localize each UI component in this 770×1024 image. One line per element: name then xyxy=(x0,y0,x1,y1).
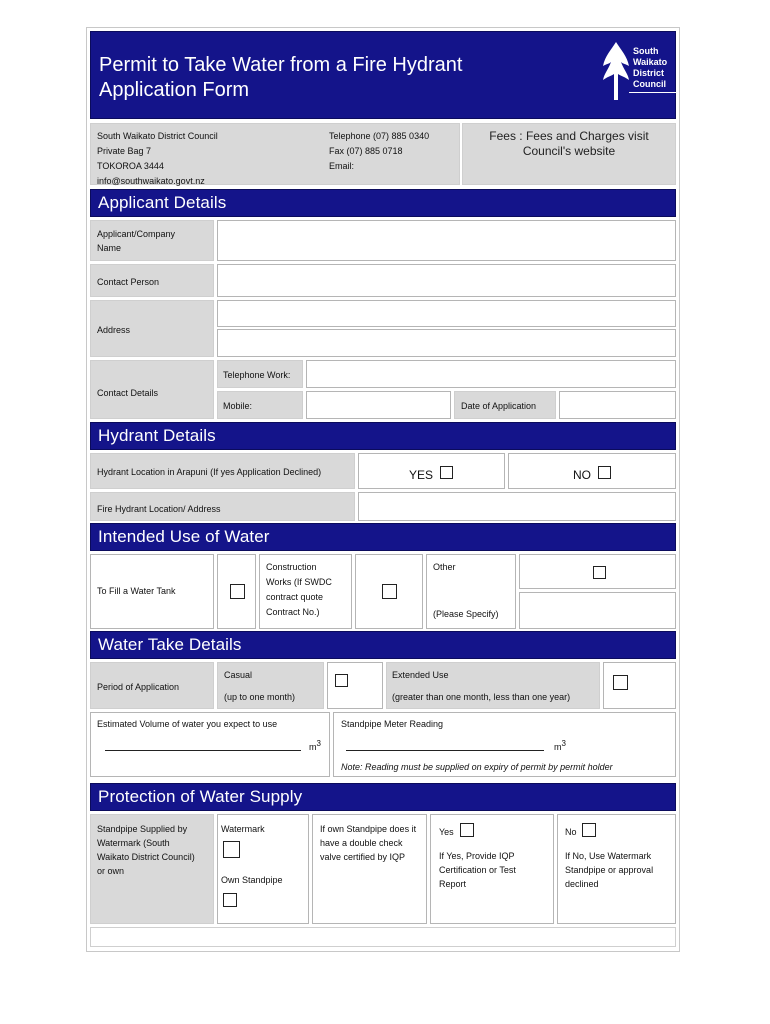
extended-use-option[interactable] xyxy=(603,662,676,709)
other-use-checkbox[interactable] xyxy=(593,566,606,579)
construction-works-option[interactable] xyxy=(355,554,423,629)
other-use-specify-field[interactable] xyxy=(519,592,676,629)
casual-checkbox[interactable] xyxy=(335,674,348,687)
meter-unit: m xyxy=(554,742,562,752)
council-email-label: Email: xyxy=(329,161,355,171)
standpipe-supplied-label: Standpipe Supplied by Watermark (South Waikato District Council) or own xyxy=(90,814,214,924)
logo-text-line: District xyxy=(633,68,665,78)
form-header xyxy=(90,31,676,119)
date-of-application-field[interactable] xyxy=(559,391,676,419)
other-use-option[interactable] xyxy=(519,554,676,589)
company-name-field[interactable] xyxy=(217,220,676,261)
address-field-line-1[interactable] xyxy=(217,300,676,327)
no-checkbox[interactable] xyxy=(598,466,611,479)
casual-option[interactable] xyxy=(327,662,383,709)
hydrant-location-label: Hydrant Location in Arapuni (If yes Application Declined) xyxy=(90,453,355,489)
valve-yes-option[interactable]: Yes If Yes, Provide IQP Certification or Test Report xyxy=(430,814,554,924)
protection-heading: Protection of Water Supply xyxy=(90,783,676,811)
contact-person-label: Contact Person xyxy=(90,264,214,297)
estimated-volume-section: Estimated Volume of water you expect to use $m^3$ xyxy=(90,712,330,777)
construction-works-checkbox[interactable] xyxy=(382,584,397,599)
fill-water-tank-label: To Fill a Water Tank xyxy=(90,554,214,629)
form-footer-row xyxy=(90,927,676,947)
valve-no-option[interactable]: No If No, Use Watermark Standpipe or approval declined xyxy=(557,814,676,924)
logo-text-line: South xyxy=(633,46,659,56)
contact-details-label: Contact Details xyxy=(90,360,214,419)
estimated-volume-input-line[interactable] xyxy=(105,750,301,751)
extended-use-checkbox[interactable] xyxy=(613,675,628,690)
telephone-work-field[interactable] xyxy=(306,360,676,388)
meter-reading-input-line[interactable] xyxy=(346,750,544,751)
logo-text-line: Waikato xyxy=(633,57,668,67)
page-title: Permit to Take Water from a Fire Hydrant Application Form xyxy=(99,54,463,101)
double-check-valve-question: If own Standpipe does it have a double check valve certified by IQP xyxy=(312,814,427,924)
address-field-line-2[interactable] xyxy=(217,329,676,357)
tree-fern-icon xyxy=(599,40,633,102)
standpipe-options: Watermark Own Standpipe xyxy=(217,814,309,924)
intended-use-heading: Intended Use of Water xyxy=(90,523,676,551)
logo-text-line: Council xyxy=(633,79,666,89)
application-form xyxy=(86,27,680,952)
hydrant-no-option[interactable]: NO xyxy=(508,453,676,489)
meter-reading-section: Standpipe Meter Reading $m^3$ Note: Reading must be supplied on expiry of permit by permit holder xyxy=(333,712,676,777)
council-fax: Fax (07) 885 0718 xyxy=(329,146,403,156)
extended-use-label: Extended Use (greater than one month, less than one year) xyxy=(386,662,600,709)
casual-option-label: Casual (up to one month) xyxy=(217,662,324,709)
yes-checkbox[interactable] xyxy=(440,466,453,479)
council-contact-block xyxy=(90,123,460,185)
fill-water-tank-option[interactable] xyxy=(217,554,256,629)
fill-water-tank-checkbox[interactable] xyxy=(230,584,245,599)
address-label: Address xyxy=(90,300,214,357)
water-take-heading: Water Take Details xyxy=(90,631,676,659)
council-email: info@southwaikato.govt.nz xyxy=(97,176,205,186)
construction-works-label: Construction Works (If SWDC contract quote Contract No.) xyxy=(259,554,352,629)
contact-person-field[interactable] xyxy=(217,264,676,297)
council-address-line: TOKOROA 3444 xyxy=(97,161,164,171)
council-name: South Waikato District Council xyxy=(97,131,218,141)
valve-yes-checkbox[interactable] xyxy=(460,823,474,837)
mobile-label: Mobile: xyxy=(217,391,303,419)
fees-note: Fees : Fees and Charges visit Council's website xyxy=(462,123,676,185)
council-telephone: Telephone (07) 885 0340 xyxy=(329,131,430,141)
fire-hydrant-address-field[interactable] xyxy=(358,492,676,521)
applicant-details-heading: Applicant Details xyxy=(90,189,676,217)
date-of-application-label: Date of Application xyxy=(454,391,556,419)
council-address-line: Private Bag 7 xyxy=(97,146,152,156)
other-use-label: Other (Please Specify) xyxy=(426,554,516,629)
telephone-work-label: Telephone Work: xyxy=(217,360,303,388)
hydrant-yes-option[interactable]: YES xyxy=(358,453,505,489)
volume-unit: m xyxy=(309,742,317,752)
own-standpipe-checkbox[interactable] xyxy=(223,893,237,907)
watermark-checkbox[interactable] xyxy=(223,841,240,858)
valve-no-checkbox[interactable] xyxy=(582,823,596,837)
fire-hydrant-address-label: Fire Hydrant Location/ Address xyxy=(90,492,355,521)
company-name-label: Applicant/Company Name xyxy=(90,220,214,261)
period-of-application-label: Period of Application xyxy=(90,662,214,709)
mobile-field[interactable] xyxy=(306,391,451,419)
council-logo xyxy=(597,38,677,102)
meter-reading-note: Note: Reading must be supplied on expiry of permit by permit holder xyxy=(341,762,613,772)
hydrant-details-heading: Hydrant Details xyxy=(90,422,676,450)
